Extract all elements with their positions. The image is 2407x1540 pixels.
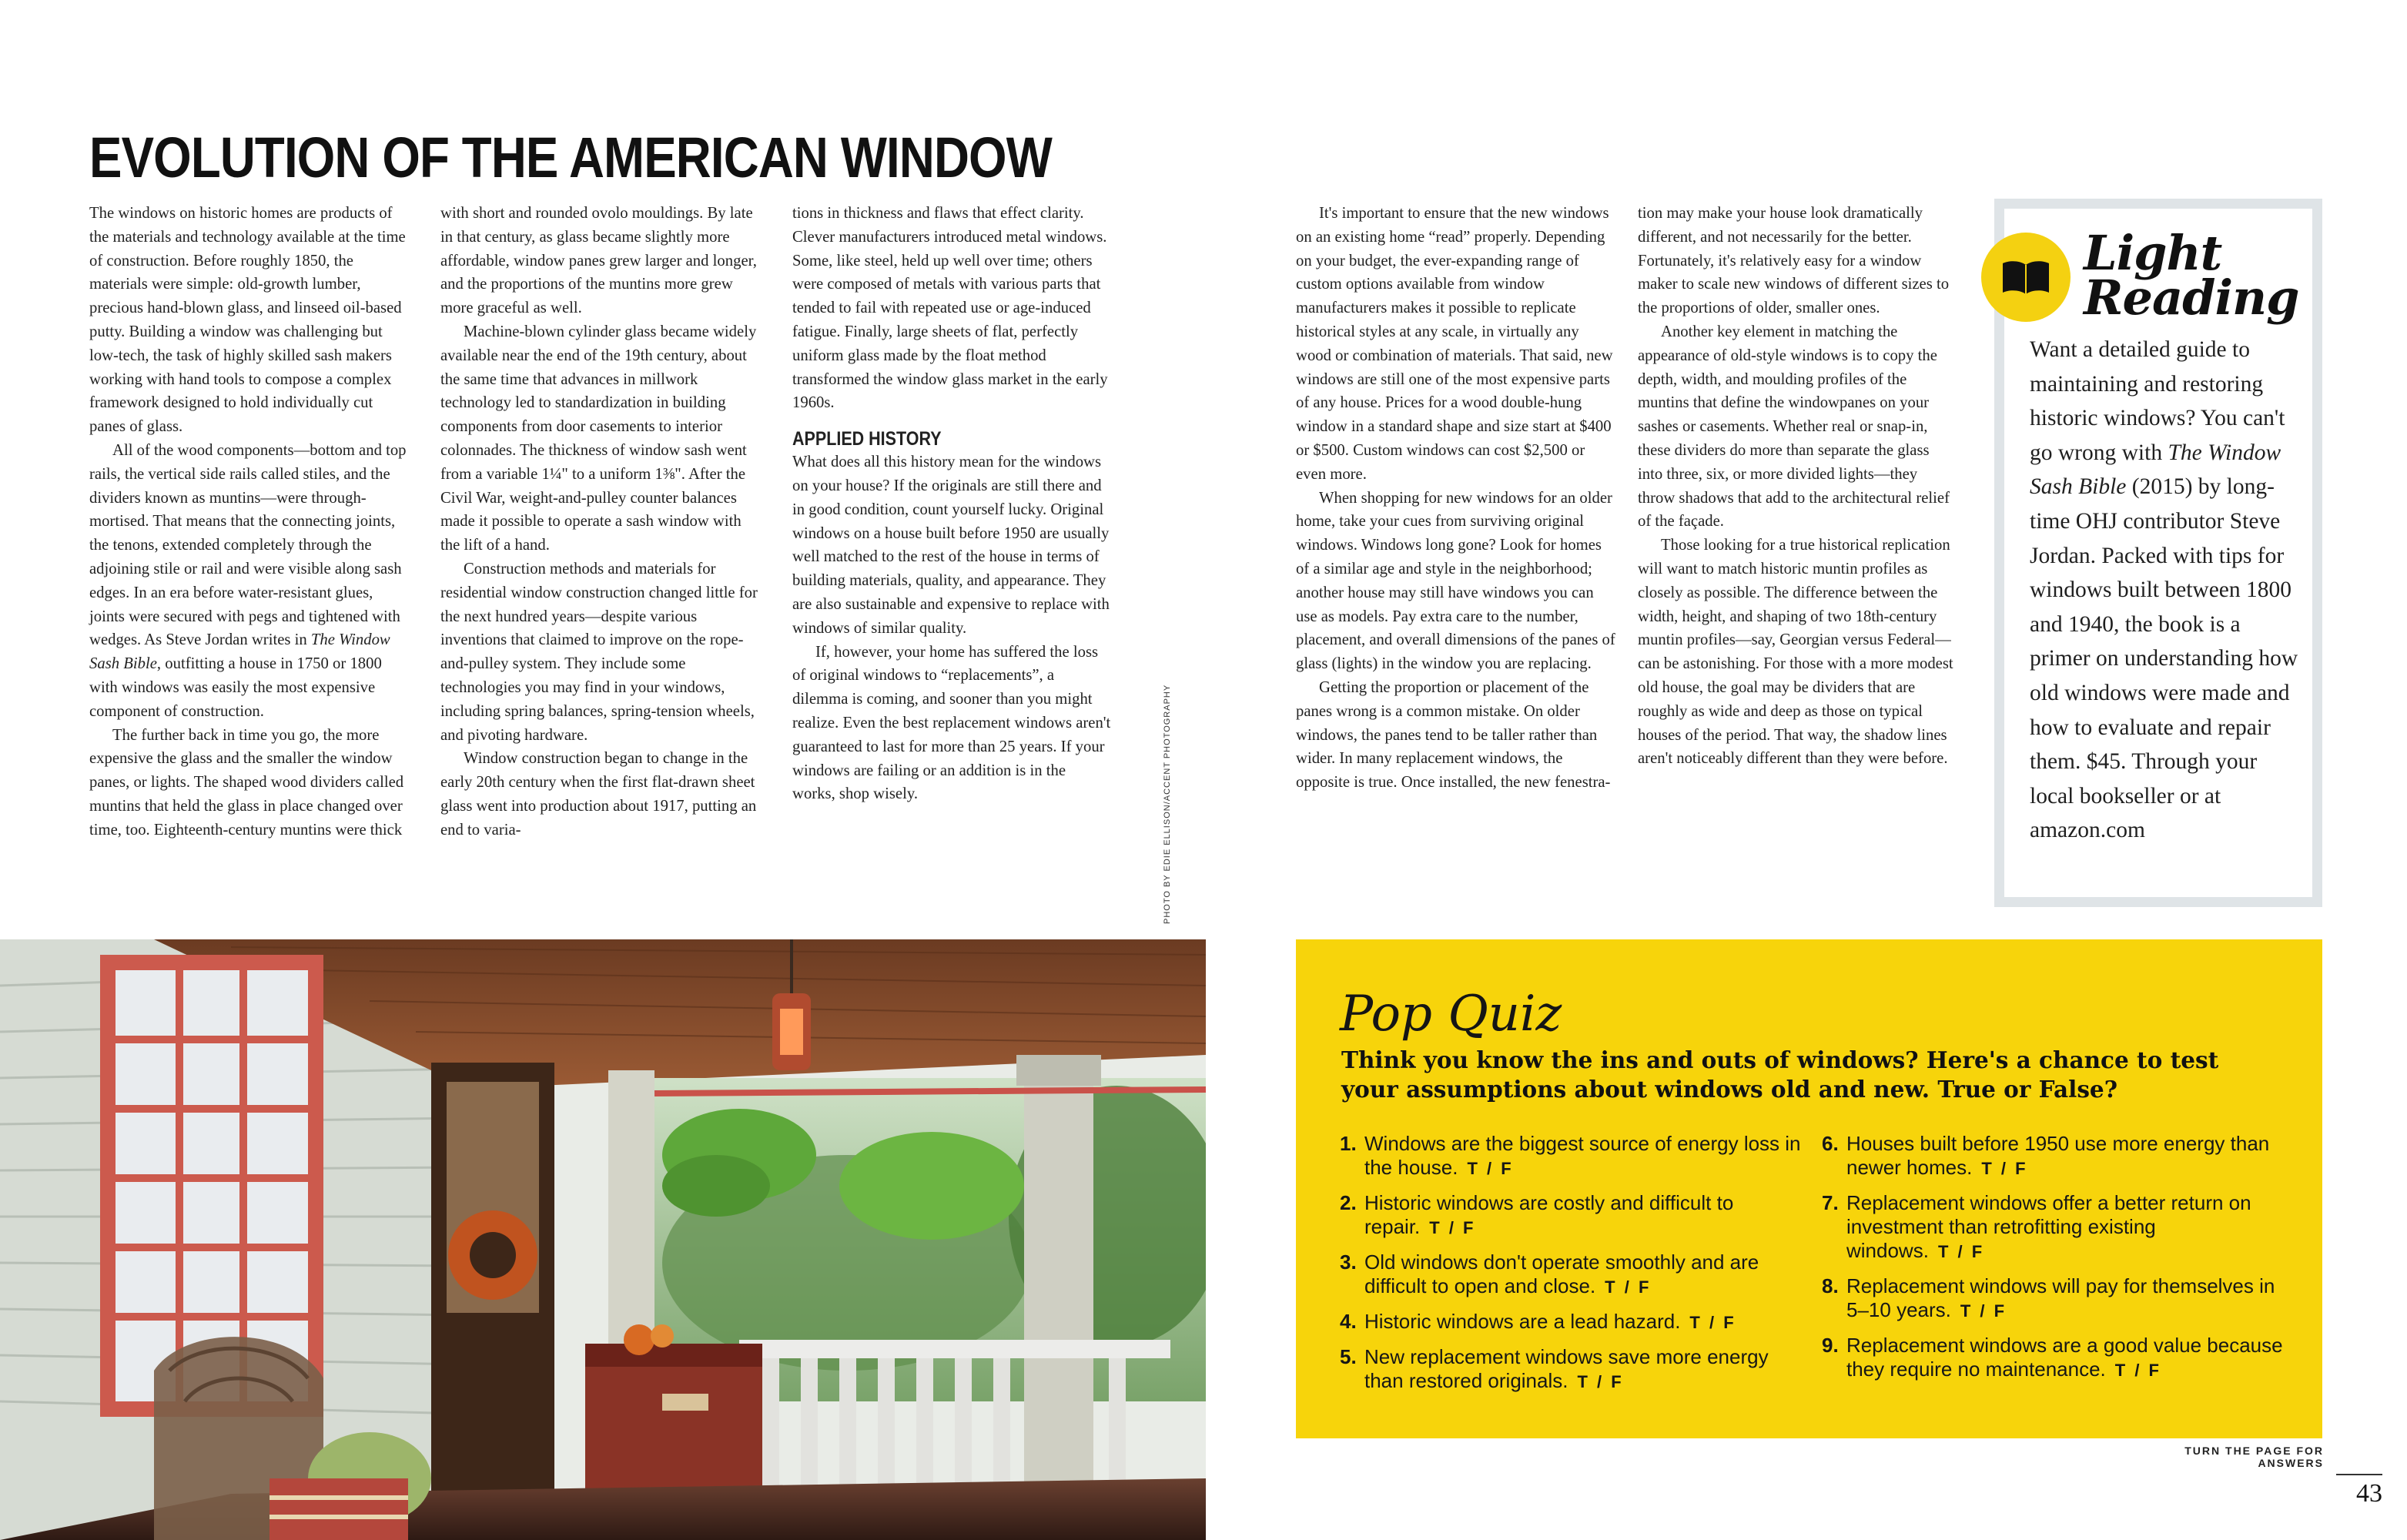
quiz-item: 5. New replacement windows save more energy than restored originals. T / F (1340, 1345, 1769, 1392)
true-false-label: T / F (1981, 1159, 2028, 1178)
article-headline: EVOLUTION OF THE AMERICAN WINDOW (89, 126, 1052, 189)
photo-credit: PHOTO BY EDIE ELLISON/ACCENT PHOTOGRAPHY (1163, 684, 1172, 924)
paragraph: When shopping for new windows for an older home, take your cues from surviving original windows. Windows long gone? Look for homes of a similar age and style in the neighborhood; another house may still have windows you can use as models. Pay extra care to the number, placement, and overall dimensions of the panes of glass (lights) in the window you are replacing. (1296, 489, 1615, 673)
turn-page-note: TURN THE PAGE FOR ANSWERS (2184, 1445, 2324, 1469)
subheading-applied-history: APPLIED HISTORY (792, 428, 942, 450)
paragraph: Another key element in matching the appearance of old-style windows is to copy the depth, width, and moulding profiles of the muntins that define the windowpanes on your sashes or casements. Whether real or snap-in, these dividers do more than separate the glass into three, six, or more divided lights—they throw shadows that add to the architectural relief of the façade. (1638, 323, 1950, 531)
quiz-column-left (1340, 1132, 1802, 1404)
paragraph: All of the wood components—bottom and top rails, the vertical side rails called stiles, and the dividers known as muntins—were through-mortised. That means that the connecting joints, the tenons, extended completely through the adjoining stile or rail and were visible along sash edges. In an era before water-resistant glues, joints were secured with pegs and tightened with wedges. As Steve Jordan writes in The Window Sash Bible, outfitting a house in 1750 or 1800 with windows was easily the most expensive component of construction. (89, 441, 407, 720)
paragraph: tion may make your house look dramatically different, and not necessarily for the better. Fortunately, it's relatively easy for a window maker to scale new windows of different sizes to the proportions of older, smaller ones. (1638, 205, 1950, 317)
book-icon (2001, 259, 2050, 297)
true-false-label: T / F (1429, 1218, 1476, 1237)
quiz-item: 3. Old windows don't operate smoothly and are difficult to open and close. T / F (1340, 1250, 1759, 1297)
article-column-2 (440, 202, 760, 842)
paragraph: It's important to ensure that the new windows on an existing home “read” properly. Depending on your budget, the ever-expanding range of custom options available from window manufacturers makes it possible to replicate historical styles at any scale, in virtually any wood or combination of materials. That said, new windows are still one of the most expensive parts of any house. Prices for a wood double-hung window in a standard shape and size start at $400 or $500. Custom windows can cost $2,500 or even more. (1296, 205, 1613, 483)
true-false-label: T / F (1689, 1313, 1736, 1332)
quiz-title: Pop Quiz (1340, 986, 1562, 1043)
paragraph: Window construction began to change in the early 20th century when the first flat-drawn sheet glass went into production about 1917, putting an end to varia- (440, 750, 757, 839)
quiz-item: 1. Windows are the biggest source of energy loss in the house. T / F (1340, 1132, 1801, 1179)
paragraph: The windows on historic homes are products of the materials and technology available at the time of construction. Before roughly 1850, the materials were simple: old-growth lumber, precious hand-blown glass, and linseed oil-based putty. Building a window was challenging but low-tech, the task of highly skilled sash makers working with hand tools to compose a complex framework designed to hold individually cut panes of glass. (89, 205, 406, 436)
book-title: The Window Sash Bible (89, 631, 390, 673)
paragraph: The further back in time you go, the more expensive the glass and the smaller the window panes, or lights. The shaped wood dividers called muntins that held the glass in place changed over time, too. Eighteenth-century muntins were thick (89, 726, 404, 839)
book-title: The Window Sash Bible (2030, 440, 2281, 500)
quiz-intro: Think you know the ins and outs of windows? Here's a chance to test your assumptions about windows old and new. True or False? (1341, 1046, 2219, 1103)
true-false-label: T / F (1577, 1372, 1624, 1391)
quiz-item: 9. Replacement windows are a good value because they require no maintenance. T / F (1822, 1334, 2283, 1381)
sidebar-body: Want a detailed guide to maintaining and restoring historic windows? You can't go wrong with The Window Sash Bible (2015) by long-time OHJ contributor Steve Jordan. Packed with tips for windows built between 1800 and 1940, the book is a primer on understanding how old windows were made and how to evaluate and repair them. $45. Through your local bookseller or at amazon.com (2030, 337, 2298, 843)
page-number-rule (2336, 1474, 2382, 1475)
article-column-4 (1296, 202, 1615, 795)
quiz-column-right (1822, 1132, 2284, 1393)
paragraph: Getting the proportion or placement of the panes wrong is a common mistake. On older windows, the panes tend to be taller rather than wider. In many replacement windows, the opposite is true. Once installed, the new fenestra- (1296, 678, 1611, 792)
sidebar-title: Light Reading (2084, 225, 2299, 326)
true-false-label: T / F (1937, 1242, 1985, 1261)
article-column-3 (792, 202, 1112, 806)
porch-photo (0, 939, 1206, 1540)
paragraph: Machine-blown cylinder glass became widely available near the end of the 19th century, about the same time that advances in millwork technology led to standardization in building components from door casements to interior colonnades. The thickness of window sash went from a variable 1¼" to a uniform 1⅜". After the Civil War, weight-and-pulley counter balances made it possible to operate a sash window with the lift of a hand. (440, 323, 757, 554)
true-false-label: T / F (2114, 1361, 2161, 1380)
paragraph: If, however, your home has suffered the loss of original windows to “replacements”, a dilemma is coming, and sooner than you might realize. Even the best replacement windows aren't guaranteed to last for more than 25 years. If your windows are failing or an addition is in the works, shop wisely. (792, 643, 1111, 803)
sidebar-badge (1981, 233, 2071, 322)
paragraph: with short and rounded ovolo mouldings. By late in that century, as glass became slightly more affordable, window panes grew larger and longer, and the proportions of the muntins more grew more graceful as well. (440, 205, 757, 317)
paragraph: tions in thickness and flaws that effect clarity. Clever manufacturers introduced metal windows. Some, like steel, held up well over time; others were composed of metals with various parts that tended to fail with repeated use or age-induced fatigue. Finally, large sheets of flat, perfectly uniform glass made by the float method transformed the window glass market in the early 1960s. (792, 205, 1108, 412)
quiz-item: 6. Houses built before 1950 use more energy than newer homes. T / F (1822, 1132, 2270, 1179)
paragraph: Those looking for a true historical replication will want to match historic muntin profiles as closely as possible. The difference between the width, height, and shaping of two 18th-century muntin profiles—say, Georgian versus Federal—can be astonishing. For those with a more modest old house, the goal may be dividers that are roughly as wide and deep as those on typical houses of the period. That way, the shadow lines aren't noticeably different than they were before. (1638, 537, 1953, 768)
quiz-item: 8. Replacement windows will pay for themselves in 5–10 years. T / F (1822, 1274, 2275, 1321)
page-number: 43 (2356, 1479, 2382, 1508)
article-column-1 (89, 202, 409, 842)
quiz-item: 2. Historic windows are costly and difficult to repair. T / F (1340, 1191, 1734, 1238)
true-false-label: T / F (1960, 1301, 2007, 1321)
paragraph: What does all this history mean for the windows on your house? If the originals are still there and in good condition, count yourself lucky. Original windows on a house built before 1950 are usually well matched to the rest of the house in terms of building materials, quality, and appearance. They are also sustainable and expensive to replace with windows of similar quality. (792, 454, 1110, 637)
true-false-label: T / F (1467, 1159, 1514, 1178)
quiz-item: 7. Replacement windows offer a better return on investment than retrofitting existing windows. T / F (1822, 1191, 2251, 1262)
paragraph: Construction methods and materials for residential window construction changed little for the next hundred years—despite various inventions that claimed to improve on the rope-and-pulley system. They include some technologies you may find in your windows, including spring balances, spring-tension wheels, and pivoting hardware. (440, 560, 758, 744)
article-column-5 (1638, 202, 1957, 771)
quiz-item: 4. Historic windows are a lead hazard. T / F (1340, 1310, 1736, 1333)
true-false-label: T / F (1605, 1277, 1652, 1297)
